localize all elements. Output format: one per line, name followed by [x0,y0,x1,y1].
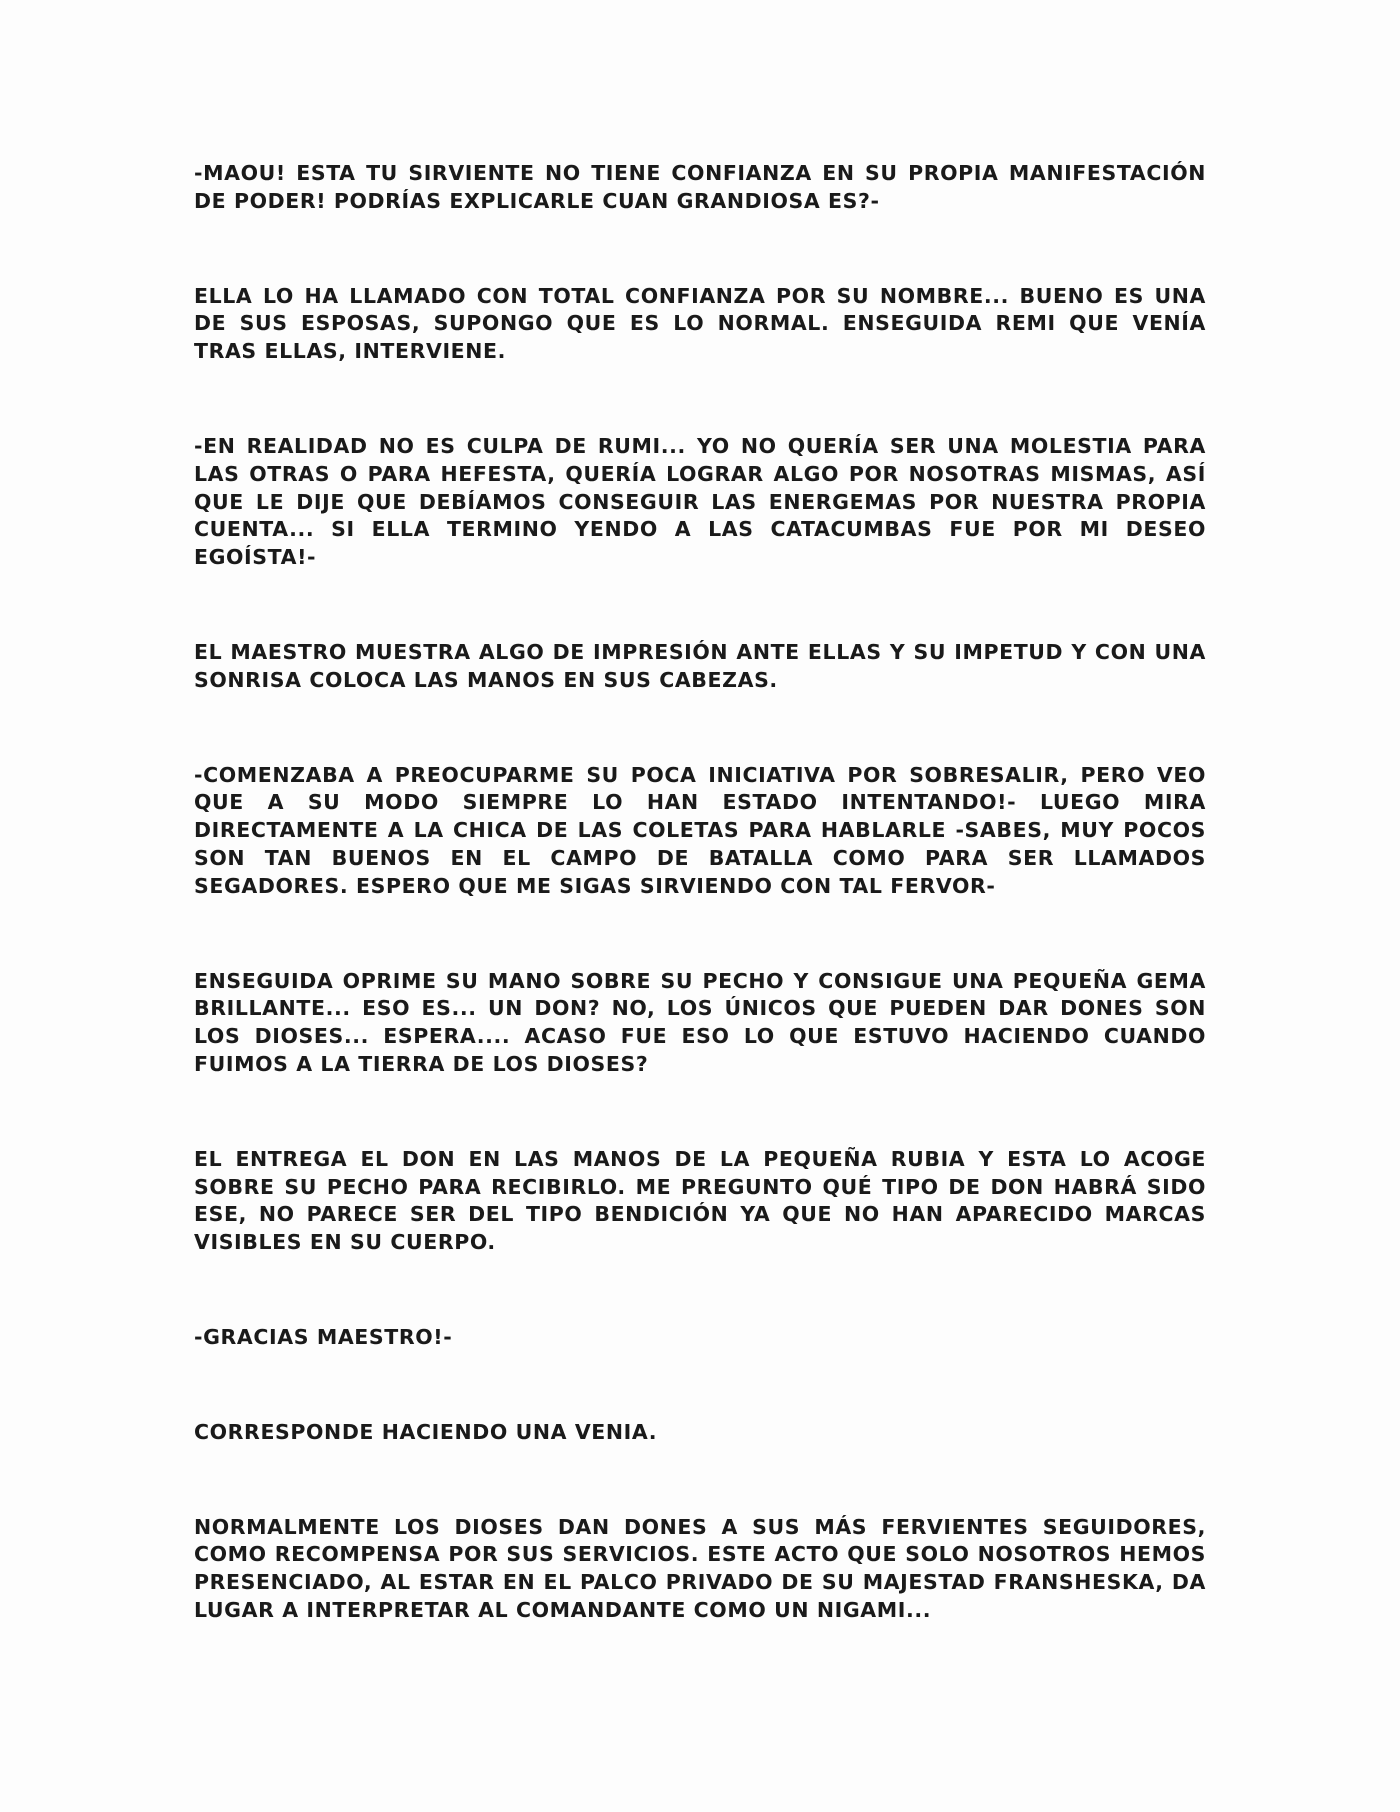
paragraph-5: -COMENZABA A PREOCUPARME SU POCA INICIATIVA POR SOBRESALIR, PERO VEO QUE A SU MODO SIEMPRE LO HAN ESTADO INTENTANDO!- LUEGO MIRA DIRECTAMENTE A LA CHICA DE LAS COLETAS PARA HABLARLE -SABES, MUY POCOS SON TAN BUENOS EN EL CAMPO DE BATALLA COMO PARA SER LLAMADOS SEGADORES. ESPERO QUE ME SIGAS SIRVIENDO CON TAL FERVOR- [194,762,1206,898]
paragraph-8: -GRACIAS MAESTRO!- [194,1324,453,1349]
paragraph-7: EL ENTREGA EL DON EN LAS MANOS DE LA PEQUEÑA RUBIA Y ESTA LO ACOGE SOBRE SU PECHO PARA RECIBIRLO. ME PREGUNTO QUÉ TIPO DE DON HABRÁ SIDO ESE, NO PARECE SER DEL TIPO BENDICIÓN YA QUE NO HAN APARECIDO MARCAS VISIBLES EN SU CUERPO. [194,1146,1206,1255]
paragraph-3: -EN REALIDAD NO ES CULPA DE RUMI... YO NO QUERÍA SER UNA MOLESTIA PARA LAS OTRAS O PARA HEFESTA, QUERÍA LOGRAR ALGO POR NOSOTRAS MISMAS, ASÍ QUE LE DIJE QUE DEBÍAMOS CONSEGUIR LAS ENERGEMAS POR NUESTRA PROPIA CUENTA... SI ELLA TERMINO YENDO A LAS CATACUMBAS FUE POR MI DESEO EGOÍSTA!- [194,433,1206,570]
paragraph-2: ELLA LO HA LLAMADO CON TOTAL CONFIANZA POR SU NOMBRE... BUENO ES UNA DE SUS ESPOSAS, SUPONGO QUE ES LO NORMAL. ENSEGUIDA REMI QUE VENÍA TRAS ELLAS, INTERVIENE. [194,283,1206,364]
paragraph-1: -MAOU! ESTA TU SIRVIENTE NO TIENE CONFIANZA EN SU PROPIA MANIFESTACIÓN DE PODER! PODRÍAS EXPLICARLE CUAN GRANDIOSA ES?- [194,161,1206,213]
paragraph-4: EL MAESTRO MUESTRA ALGO DE IMPRESIÓN ANTE ELLAS Y SU IMPETUD Y CON UNA SONRISA COLOCA LAS MANOS EN SUS CABEZAS. [194,639,1206,692]
paragraph-9: CORRESPONDE HACIENDO UNA VENIA. [194,1419,658,1444]
document-body [194,160,1206,1625]
paragraph-6: ENSEGUIDA OPRIME SU MANO SOBRE SU PECHO Y CONSIGUE UNA PEQUEÑA GEMA BRILLANTE... ESO ES... UN DON? NO, LOS ÚNICOS QUE PUEDEN DAR DONES SON LOS DIOSES... ESPERA.... ACASO FUE ESO LO QUE ESTUVO HACIENDO CUANDO FUIMOS A LA TIERRA DE LOS DIOSES? [194,968,1206,1076]
paragraph-10: NORMALMENTE LOS DIOSES DAN DONES A SUS MÁS FERVIENTES SEGUIDORES, COMO RECOMPENSA POR SUS SERVICIOS. ESTE ACTO QUE SOLO NOSOTROS HEMOS PRESENCIADO, AL ESTAR EN EL PALCO PRIVADO DE SU MAJESTAD FRANSHESKA, DA LUGAR A INTERPRETAR AL COMANDANTE COMO UN NIGAMI... [194,1514,1206,1622]
